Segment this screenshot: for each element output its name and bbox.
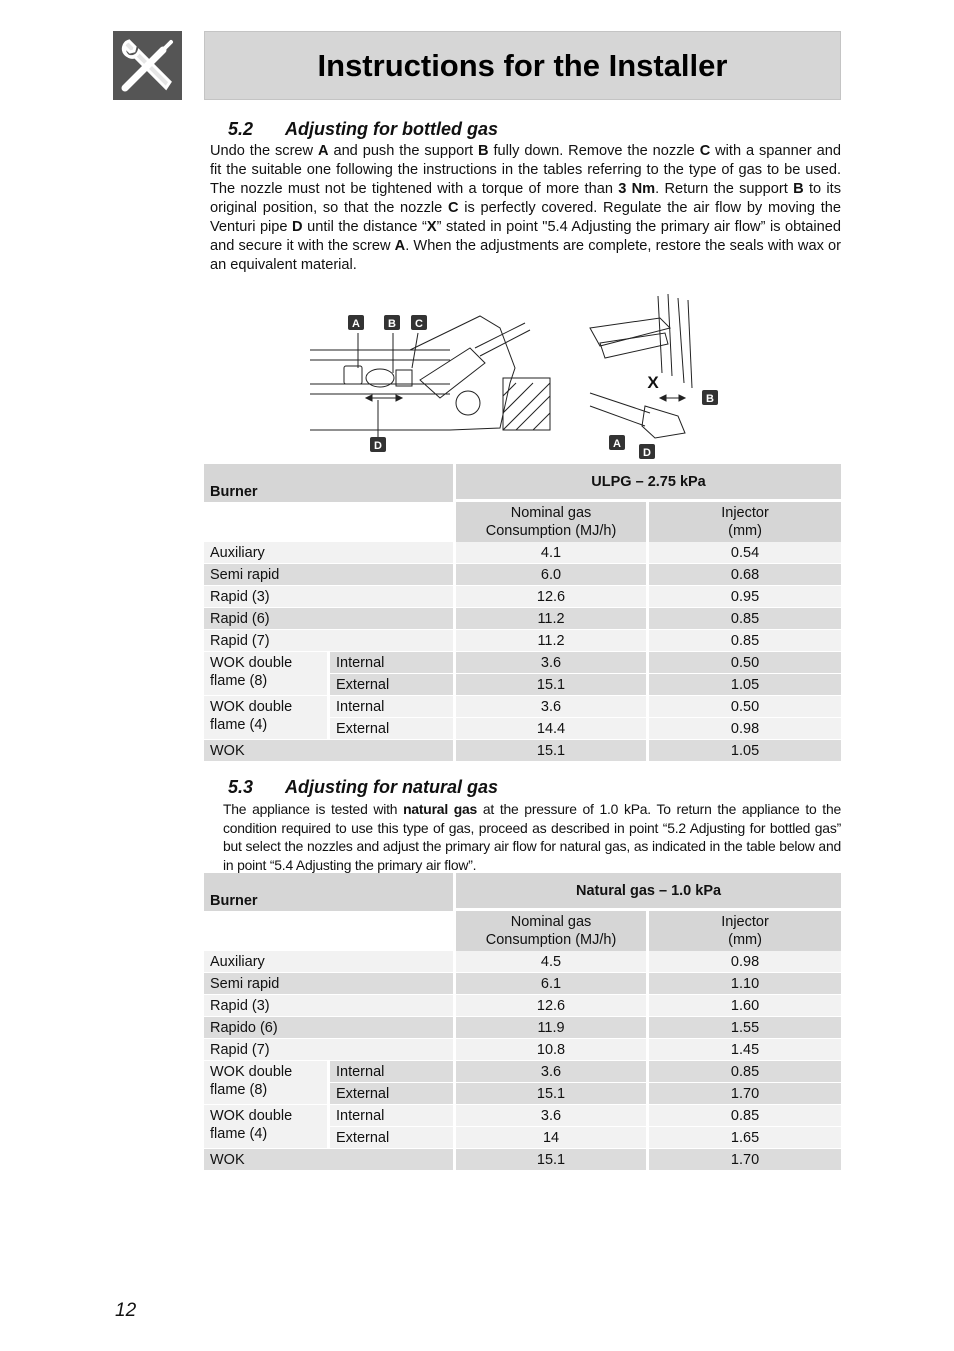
- injector-value: 1.70: [649, 1083, 841, 1105]
- injector-value: 0.85: [649, 608, 841, 630]
- natural-gas-table: [204, 873, 841, 1171]
- consumption-value: 12.6: [456, 995, 649, 1017]
- consumption-header: [456, 502, 649, 542]
- injector-value: 1.65: [649, 1127, 841, 1149]
- page-number: 12: [115, 1300, 137, 1321]
- burner-name-line: flame (4): [210, 1126, 268, 1142]
- injector-value: 1.10: [649, 973, 841, 995]
- injector-value: 0.85: [649, 630, 841, 652]
- burner-header: Burner: [204, 873, 456, 911]
- injector-value: 1.05: [649, 674, 841, 696]
- ring-label: External: [330, 1083, 456, 1105]
- injector-value: 0.85: [649, 1105, 841, 1127]
- injector-value: 0.68: [649, 564, 841, 586]
- consumption-value: 3.6: [456, 1061, 649, 1083]
- consumption-value: 15.1: [456, 674, 649, 696]
- burner-name-line: WOK double: [210, 1108, 293, 1124]
- consumption-value: 14: [456, 1127, 649, 1149]
- ring-label: Internal: [330, 1061, 456, 1083]
- burner-name-line: flame (4): [210, 717, 268, 733]
- consumption-value: 11.2: [456, 630, 649, 652]
- section-number: 5.2: [228, 119, 254, 139]
- header-line: Injector: [721, 914, 769, 930]
- header-line: Consumption (MJ/h): [485, 932, 617, 948]
- consumption-value: 4.1: [456, 542, 649, 564]
- header-line: Nominal gas: [510, 505, 592, 521]
- header-line: Injector: [721, 505, 769, 521]
- burner-name: Rapid (7): [204, 1039, 456, 1061]
- section-heading-5-2: [228, 119, 498, 140]
- burner-name: Auxiliary: [204, 951, 456, 973]
- consumption-value: 3.6: [456, 652, 649, 674]
- burner-name: Rapid (6): [204, 608, 456, 630]
- ring-label: External: [330, 718, 456, 740]
- header-line: Consumption (MJ/h): [485, 523, 617, 539]
- gas-header: Natural gas – 1.0 kPa: [456, 873, 841, 911]
- injector-value: 0.98: [649, 718, 841, 740]
- section-5-3-paragraph: The appliance is tested with natural gas at the pressure of 1.0 kPa. To return the appliance to the condition required to use this type of gas, proceed as described in point “5.2 Adjusting for bottled gas” but select the nozzles and adjust the primary air flow for natural gas, as indicated in the table below and in point “5.4 Adjusting the primary air flow”.: [223, 801, 841, 873]
- burner-name-line: flame (8): [210, 1082, 268, 1098]
- injector-value: 1.05: [649, 740, 841, 762]
- burner-name: Semi rapid: [204, 564, 456, 586]
- injector-header: [649, 502, 841, 542]
- burner-header: Burner: [204, 464, 456, 502]
- table-row: [204, 652, 841, 674]
- consumption-value: 11.2: [456, 608, 649, 630]
- section-5-2-paragraph: Undo the screw A and push the support B fully down. Remove the nozzle C with a spanner and fit the suitable one following the instructions in the tables referring to the type of gas to be used. The nozzle must not be tightened with a torque of more than 3 Nm. Return the support B to its original position, so that the nozzle C is perfectly covered. Regulate the air flow by moving the Venturi pipe D until the distance “X” stated in point "5.4 Adjusting the primary air flow” is obtained and secure it with the screw A. When the adjustments are complete, restore the seals with wax or an equivalent material.: [210, 143, 842, 273]
- blank-cell: [204, 502, 456, 542]
- burner-name-line: WOK double: [210, 699, 293, 715]
- label-d: D: [374, 440, 382, 452]
- injector-value: 1.70: [649, 1149, 841, 1171]
- blank-cell: [204, 911, 456, 951]
- section-title: Adjusting for bottled gas: [285, 119, 498, 139]
- table-row: [204, 564, 841, 586]
- tools-icon: [113, 31, 182, 100]
- consumption-value: 6.0: [456, 564, 649, 586]
- injector-value: 0.50: [649, 696, 841, 718]
- label-b-right: B: [706, 393, 714, 405]
- label-b: B: [388, 318, 396, 330]
- burner-name: Semi rapid: [204, 973, 456, 995]
- gas-header: ULPG – 2.75 kPa: [456, 464, 841, 502]
- consumption-value: 10.8: [456, 1039, 649, 1061]
- consumption-value: 15.1: [456, 1149, 649, 1171]
- burner-name: [204, 652, 330, 696]
- ring-label: Internal: [330, 696, 456, 718]
- consumption-value: 12.6: [456, 586, 649, 608]
- consumption-value: 6.1: [456, 973, 649, 995]
- label-x: X: [647, 373, 659, 392]
- label-c: C: [415, 318, 423, 330]
- injector-value: 1.60: [649, 995, 841, 1017]
- table-row: [204, 630, 841, 652]
- ring-label: Internal: [330, 652, 456, 674]
- table-row: [204, 1105, 841, 1127]
- burner-name-line: WOK double: [210, 1064, 293, 1080]
- section-number: 5.3: [228, 777, 254, 797]
- header-line: (mm): [728, 523, 762, 539]
- burner-name: Rapid (3): [204, 586, 456, 608]
- table-row: [204, 951, 841, 973]
- consumption-value: 15.1: [456, 1083, 649, 1105]
- ring-label: External: [330, 1127, 456, 1149]
- injector-value: 0.98: [649, 951, 841, 973]
- burner-name: WOK: [204, 1149, 456, 1171]
- burner-adjustment-figure: [300, 288, 740, 463]
- consumption-value: 3.6: [456, 1105, 649, 1127]
- section-title: Adjusting for natural gas: [285, 777, 499, 797]
- ring-label: External: [330, 674, 456, 696]
- header-line: (mm): [728, 932, 762, 948]
- injector-value: 0.85: [649, 1061, 841, 1083]
- burner-name-line: flame (8): [210, 673, 268, 689]
- header-line: Nominal gas: [510, 914, 592, 930]
- burner-name-line: WOK double: [210, 655, 293, 671]
- table-row: [204, 740, 841, 762]
- header-bar: [204, 31, 841, 100]
- table-row: [204, 973, 841, 995]
- table-row: [204, 1061, 841, 1083]
- table-row: [204, 1017, 841, 1039]
- ring-label: Internal: [330, 1105, 456, 1127]
- table-row: [204, 995, 841, 1017]
- consumption-value: 11.9: [456, 1017, 649, 1039]
- consumption-value: 15.1: [456, 740, 649, 762]
- burner-name: [204, 1061, 330, 1105]
- page-title: Instructions for the Installer: [317, 47, 728, 83]
- burner-name: Rapid (7): [204, 630, 456, 652]
- consumption-value: 14.4: [456, 718, 649, 740]
- label-d-right: D: [643, 447, 651, 459]
- section-heading-5-3: [228, 777, 498, 798]
- consumption-value: 3.6: [456, 696, 649, 718]
- table-row: [204, 608, 841, 630]
- injector-value: 1.45: [649, 1039, 841, 1061]
- burner-name: Auxiliary: [204, 542, 456, 564]
- table-row: [204, 1149, 841, 1171]
- label-a-right: A: [613, 438, 621, 450]
- consumption-value: 4.5: [456, 951, 649, 973]
- injector-value: 1.55: [649, 1017, 841, 1039]
- burner-name: [204, 696, 330, 740]
- injector-value: 0.54: [649, 542, 841, 564]
- injector-value: 0.95: [649, 586, 841, 608]
- injector-header: [649, 911, 841, 951]
- label-a: A: [352, 318, 360, 330]
- table-row: [204, 586, 841, 608]
- burner-name: [204, 1105, 330, 1149]
- table-row: [204, 1039, 841, 1061]
- burner-name: WOK: [204, 740, 456, 762]
- burner-name: Rapid (3): [204, 995, 456, 1017]
- table-row: [204, 542, 841, 564]
- consumption-header: [456, 911, 649, 951]
- injector-value: 0.50: [649, 652, 841, 674]
- table-row: [204, 696, 841, 718]
- ulpg-table: [204, 464, 841, 762]
- burner-name: Rapido (6): [204, 1017, 456, 1039]
